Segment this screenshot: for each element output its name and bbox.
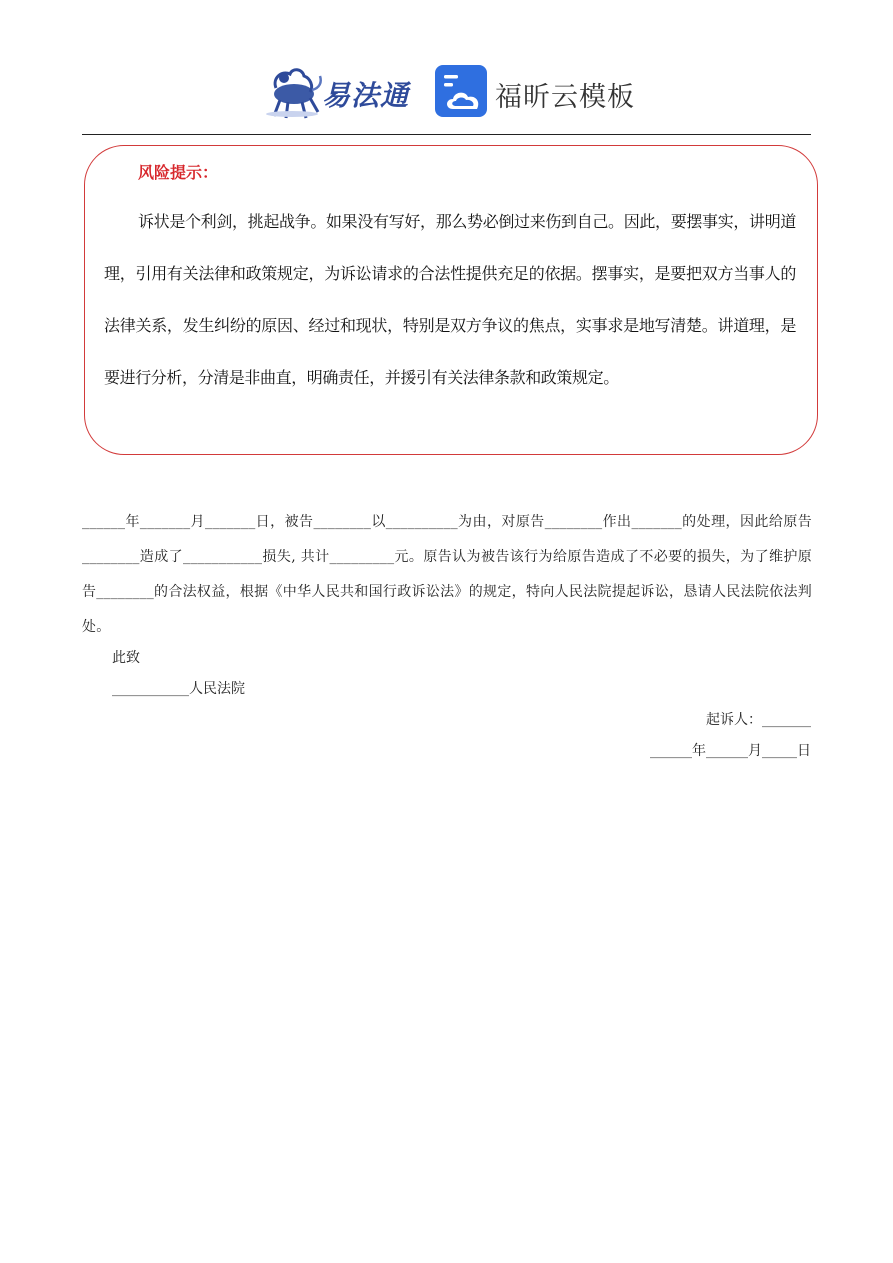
signature-date-line: ______年______月_____日: [650, 743, 811, 759]
fuxin-cloud-icon: [435, 65, 487, 117]
yifatong-logo: [262, 64, 414, 120]
header: [0, 60, 893, 124]
fuxin-logo: [435, 65, 635, 119]
plaintiff-signature-line: 起诉人：_______: [706, 712, 811, 728]
closing-salutation: 此致: [112, 650, 140, 666]
risk-notice-body: 诉状是个利剑，挑起战争。如果没有写好，那么势必倒过来伤到自己。因此，要摆事实，讲明道理，引用有关法律和政策规定，为诉讼请求的合法性提供充足的依据。摆事实，是要把双方当事人的法律关系，发生纠纷的原因、经过和现状，特别是双方争议的焦点，实事求是地写清楚。讲道理，是要进行分析，分清是非曲直，明确责任，并援引有关法律条款和政策规定。: [104, 212, 796, 387]
yifatong-logo-text: 易法通: [322, 79, 410, 112]
court-name-line: ___________人民法院: [112, 681, 245, 697]
qilin-horse-icon: [262, 64, 324, 120]
complaint-paragraph: ______年_______月_______日，被告________以__________为由，对原告________作出_______的处理，因此给原告________造成了___________损失, 共计_________元。原告认为被告该行为给原告造成了不必要的损失，为了维护原告________的合法权益，根据《中华人民共和国行政诉讼法》的规定，特向人民法院提起诉讼，恳请人民法院依法判处。: [82, 514, 812, 635]
fuxin-logo-text: 福昕云模板: [495, 82, 635, 113]
risk-notice-title: 风险提示：: [138, 163, 219, 182]
header-divider: [82, 134, 811, 135]
